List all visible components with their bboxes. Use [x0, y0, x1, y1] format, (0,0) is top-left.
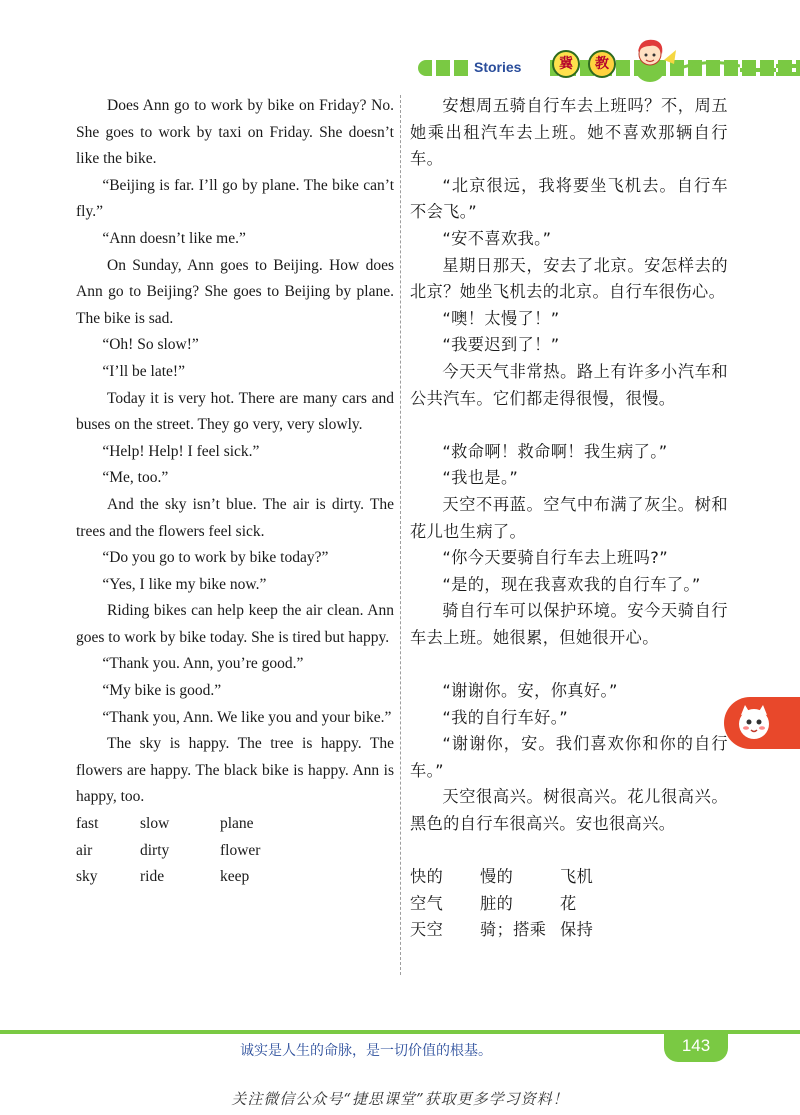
english-paragraph: “I’ll be late!” — [102, 362, 185, 380]
vocab-word: slow — [140, 815, 170, 833]
english-paragraph: “Thank you, Ann. We like you and your bike.” — [102, 708, 392, 726]
footer-motto: 诚实是人生的命脉，是一切价值的根基。 — [240, 1043, 492, 1059]
english-paragraph: On Sunday, Ann goes to Beijing. How does Ann go to Beijing? She goes to Beijing by plane. The bike is sad. — [76, 256, 394, 327]
vocab-word: 脏的 — [480, 893, 514, 913]
vocab-word: dirty — [140, 841, 170, 859]
vocab-word: sky — [76, 868, 98, 886]
english-paragraph: The sky is happy. The tree is happy. The flowers are happy. The black bike is happy. Ann is happy, too. — [76, 735, 394, 806]
english-paragraph: “Ann doesn’t like me.” — [102, 229, 246, 247]
vocab-word: ride — [140, 868, 165, 886]
chinese-paragraph: “你今天要骑自行车去上班吗?” — [442, 548, 669, 568]
vocab-word: 慢的 — [480, 867, 514, 887]
chinese-paragraph: “谢谢你，安。我们喜欢你和你的自行车。” — [410, 734, 728, 780]
publisher-badge-ji: 冀 — [552, 50, 580, 78]
vocab-word: flower — [220, 841, 261, 859]
english-paragraph: Does Ann go to work by bike on Friday? No. She goes to work by taxi on Friday. She doesn’t like the bike. — [76, 97, 394, 168]
vocab-word: 天空 — [410, 920, 444, 940]
chinese-paragraph: 安想周五骑自行车去上班吗？不，周五她乘出租汽车去上班。她不喜欢那辆自行车。 — [410, 96, 728, 169]
page-header — [0, 0, 800, 95]
english-paragraph: “Oh! So slow!” — [102, 336, 199, 354]
vocab-word: fast — [76, 815, 99, 833]
vocab-word: keep — [220, 868, 250, 886]
vocab-word: 花 — [560, 893, 577, 913]
chinese-paragraph: “我的自行车好。” — [442, 707, 568, 727]
english-paragraph: “Help! Help! I feel sick.” — [102, 442, 260, 460]
vocab-word: 保持 — [560, 920, 594, 940]
header-swoosh — [680, 55, 740, 65]
english-paragraph: “Yes, I like my bike now.” — [102, 575, 267, 593]
english-paragraph: And the sky isn’t blue. The air is dirty. The trees and the flowers feel sick. — [76, 495, 394, 540]
vocab-word: 快的 — [410, 867, 444, 887]
english-paragraph: “My bike is good.” — [102, 682, 222, 700]
chinese-paragraph: “安不喜欢我。” — [442, 228, 552, 248]
chinese-paragraph: “我要迟到了！” — [442, 335, 560, 355]
chinese-paragraph: 骑自行车可以保护环境。安今天骑自行车去上班。她很累，但她很开心。 — [410, 601, 728, 647]
chinese-paragraph: “我也是。” — [442, 468, 519, 488]
english-vocabulary-list — [76, 811, 394, 891]
chinese-story-column — [410, 93, 728, 944]
chinese-paragraph: “噢！太慢了！” — [442, 308, 560, 328]
chinese-paragraph: 今天天气非常热。路上有许多小汽车和公共汽车。它们都走得很慢，很慢。 — [410, 361, 728, 408]
vocab-word: 骑；搭乘 — [480, 920, 547, 940]
english-paragraph: “Thank you. Ann, you’re good.” — [102, 655, 304, 673]
chinese-vocabulary-list — [410, 864, 728, 944]
vocab-word: air — [76, 841, 93, 859]
chinese-paragraph: “北京很远，我将要坐飞机去。自行车不会飞。” — [410, 175, 728, 222]
english-story-column — [76, 93, 394, 891]
english-paragraph: “Me, too.” — [102, 469, 169, 487]
chinese-paragraph: “谢谢你。安，你真好。” — [442, 681, 618, 701]
fairy-girl-icon — [620, 30, 680, 90]
section-title: Stories — [470, 57, 550, 77]
english-paragraph: “Do you go to work by bike today?” — [102, 549, 329, 567]
header-checker-pattern — [740, 64, 800, 76]
vocab-word: 飞机 — [560, 867, 594, 887]
chinese-paragraph: 天空不再蓝。空气中布满了灰尘。树和花儿也生病了。 — [410, 494, 728, 541]
chinese-paragraph: 星期日那天，安去了北京。安怎样去的北京？她坐飞机去的北京。自行车很伤心。 — [410, 255, 728, 302]
vocab-word: 空气 — [410, 893, 444, 913]
english-paragraph: “Beijing is far. I’ll go by plane. The bike can’t fly.” — [76, 176, 394, 221]
chinese-paragraph: “是的，现在我喜欢我的自行车了。” — [442, 574, 701, 594]
english-paragraph: Riding bikes can help keep the air clean. Ann goes to work by bike today. She is tired but happy. — [76, 602, 394, 646]
chapter-side-tab — [724, 697, 800, 749]
footer-watermark-note: 关注微信公众号“捷思课堂”获取更多学习资料！ — [231, 1090, 569, 1108]
chinese-paragraph: 天空很高兴。树很高兴。花儿很高兴。黑色的自行车很高兴。安也很高兴。 — [410, 787, 728, 834]
column-divider — [400, 95, 401, 975]
cartoon-face-icon — [734, 703, 774, 743]
chinese-paragraph: “救命啊！救命啊！我生病了。” — [442, 441, 668, 461]
page-number: 143 — [681, 1036, 711, 1055]
publisher-badge-jiao: 教 — [588, 50, 616, 78]
vocab-word: plane — [220, 815, 254, 833]
english-paragraph: Today it is very hot. There are many cars and buses on the street. They go very, very slowly. — [76, 389, 394, 434]
page-number-tab — [664, 1030, 728, 1062]
